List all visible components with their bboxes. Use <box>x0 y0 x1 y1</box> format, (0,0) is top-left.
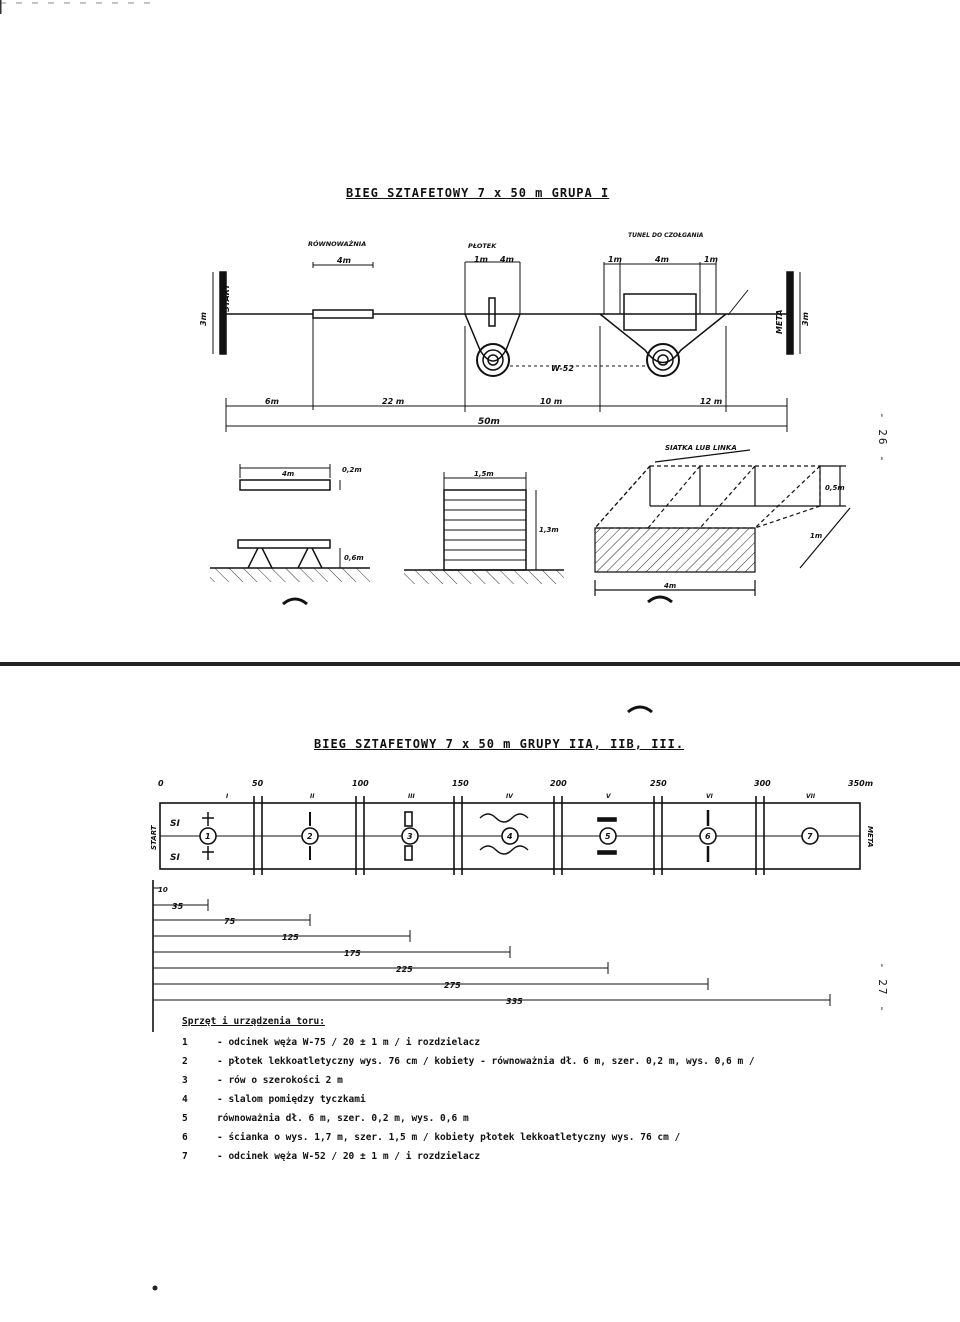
page-number-26: - 26 - <box>876 412 889 464</box>
legend-text: - slalom pomiędzy tyczkami <box>217 1094 366 1105</box>
wall-detail-height: 1,3m <box>539 526 559 534</box>
beam-detail-height: 0,2m <box>342 466 362 474</box>
scale-mark-100: 100 <box>352 779 369 788</box>
beam-label: RÓWNOWAŻNIA <box>308 240 367 248</box>
hurdle-label: PŁOTEK <box>468 242 497 250</box>
scale-mark-150: 150 <box>452 779 469 788</box>
legend-text: - odcinek węża W-75 / 20 ± 1 m / i rozdzielacz <box>217 1037 481 1048</box>
segment-1-dim: 6m <box>265 397 279 406</box>
legend-row <box>182 1052 872 1071</box>
legend-row <box>182 1128 872 1147</box>
distance-335: 335 <box>506 997 523 1006</box>
wall-detail-width: 1,5m <box>474 470 494 478</box>
legend-number: 4 <box>182 1094 188 1105</box>
hose-w52-label: W-52 <box>551 364 574 373</box>
net-detail-height: 0,5m <box>825 484 845 492</box>
legend-row <box>182 1033 872 1052</box>
start-width-dim: 3m <box>199 312 208 326</box>
legend-text: równoważnia dł. 6 m, szer. 0,2 m, wys. 0,6 m <box>217 1113 469 1124</box>
lane-symbol-bottom: SI <box>170 853 180 863</box>
beam-length-dim: 4m <box>337 256 351 265</box>
net-detail-width: 1m <box>810 532 823 540</box>
legend-number: 6 <box>182 1132 188 1143</box>
scale-mark-300: 300 <box>754 779 771 788</box>
legend-row <box>182 1147 872 1166</box>
beam-detail <box>210 464 370 582</box>
net-label: SIATKA LUB LINKA <box>665 444 737 452</box>
legend-heading: Sprzęt i urządzenia toru: <box>182 1016 325 1027</box>
net-detail-length: 4m <box>664 582 677 590</box>
legend-number: 2 <box>182 1056 188 1067</box>
meta-width-dim: 3m <box>801 312 810 326</box>
legend-text: - odcinek węża W-52 / 20 ± 1 m / i rozdzielacz <box>217 1151 481 1162</box>
section2-title: BIEG SZTAFETOWY 7 x 50 m GRUPY IIA, IIB, III. <box>314 737 685 751</box>
station-5: 5 <box>605 832 611 841</box>
zone-numeral-3: III <box>408 793 415 800</box>
scale-mark-350: 350m <box>848 779 874 788</box>
beam-detail-leg: 0,6m <box>344 554 364 562</box>
tunnel-label: TUNEL DO CZOŁGANIA <box>628 232 704 239</box>
segment-2-dim: 22 m <box>382 397 405 406</box>
hurdle-dim-b: 4m <box>500 255 514 264</box>
legend-number: 3 <box>182 1075 188 1086</box>
page-number-27: - 27 - <box>876 962 889 1014</box>
arrow-mark-3 <box>628 707 652 712</box>
total-length-dim: 50m <box>478 417 500 427</box>
distance-275: 275 <box>444 981 461 990</box>
legend-row <box>182 1071 872 1090</box>
distance-10: 10 <box>158 886 168 894</box>
scale-mark-0: 0 <box>158 779 164 788</box>
distance-175: 175 <box>344 949 361 958</box>
scale-mark-200: 200 <box>550 779 567 788</box>
scale-mark-250: 250 <box>650 779 667 788</box>
zone-numeral-1: I <box>226 793 229 800</box>
tunnel-dim-a: 1m <box>608 255 622 264</box>
legend-row <box>182 1109 872 1128</box>
section1-title: BIEG SZTAFETOWY 7 x 50 m GRUPA I <box>346 186 610 200</box>
legend-text: - rów o szerokości 2 m <box>217 1075 343 1086</box>
net-detail <box>595 450 850 596</box>
zone-numeral-6: VI <box>706 793 713 800</box>
s2-start-label: START <box>150 825 158 850</box>
scale-mark-50: 50 <box>252 779 264 788</box>
segment-4-dim: 12 m <box>700 397 723 406</box>
legend-text: - ścianka o wys. 1,7 m, szer. 1,5 m / kobiety płotek lekkoatletyczny wys. 76 cm / <box>217 1132 681 1143</box>
station-2: 2 <box>307 832 313 841</box>
segment-3-dim: 10 m <box>540 397 563 406</box>
legend-number: 7 <box>182 1151 188 1162</box>
zone-numeral-7: VII <box>806 793 816 800</box>
station-7: 7 <box>807 832 813 841</box>
station-6: 6 <box>705 832 711 841</box>
distance-35: 35 <box>172 902 184 911</box>
zone-numeral-2: II <box>310 793 315 800</box>
station-1: 1 <box>205 832 211 841</box>
legend-row <box>182 1090 872 1109</box>
legend-text: - płotek lekkoatletyczny wys. 76 cm / kobiety - równoważnia dł. 6 m, szer. 0,2 m, wys. 0,6 m / <box>217 1056 755 1067</box>
equipment-legend <box>182 1016 872 1166</box>
distance-225: 225 <box>396 965 413 974</box>
distance-125: 125 <box>282 933 299 942</box>
meta-label: META <box>775 309 784 334</box>
hurdle-dim-a: 1m <box>474 255 488 264</box>
station-3: 3 <box>407 832 413 841</box>
zone-numeral-5: V <box>606 793 611 800</box>
arrow-mark-2 <box>648 597 672 602</box>
tunnel-dim-b: 4m <box>655 255 669 264</box>
station-4: 4 <box>507 832 513 841</box>
section1-track <box>213 262 800 432</box>
tunnel-dim-c: 1m <box>704 255 718 264</box>
s2-meta-label: META <box>866 826 874 848</box>
zone-numeral-4: IV <box>506 793 513 800</box>
arrow-mark-1 <box>283 599 307 604</box>
legend-number: 5 <box>182 1113 188 1124</box>
lane-symbol-top: SI <box>170 819 180 829</box>
legend-number: 1 <box>182 1037 188 1048</box>
start-label: START <box>222 283 231 312</box>
beam-detail-length: 4m <box>282 470 295 478</box>
distance-75: 75 <box>224 917 236 926</box>
